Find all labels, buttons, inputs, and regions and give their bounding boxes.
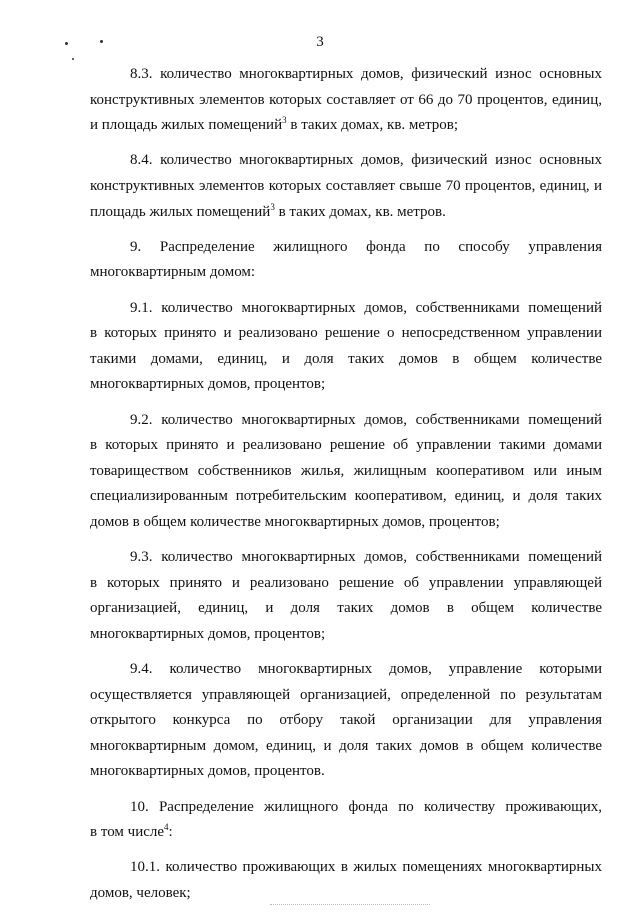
page-number: 3 bbox=[316, 34, 324, 50]
text-fragment: площадь жилых помещений bbox=[90, 203, 271, 220]
footnote-ref: 4 bbox=[164, 822, 169, 833]
text-fragment: в таких домах, кв. метров; bbox=[286, 117, 459, 134]
text-line: 8.4. количество многоквартирных домов, физический износ основных bbox=[130, 152, 602, 169]
text-line: многоквартирным домом: bbox=[90, 264, 256, 281]
text-line: товариществом собственников жилья, жилищным кооперативом или иным bbox=[90, 462, 602, 479]
text-line: 10. Распределение жилищного фонда по количеству проживающих, bbox=[130, 798, 602, 815]
paragraph-9-2 bbox=[90, 408, 602, 536]
paragraph-9-4 bbox=[90, 657, 602, 785]
text-line: многоквартирных домов, процентов; bbox=[90, 376, 326, 393]
text-line: 10.1. количество проживающих в жилых помещениях многоквартирных bbox=[130, 859, 602, 876]
paragraph-10-1 bbox=[90, 855, 602, 906]
footnote-ref: 3 bbox=[270, 201, 275, 212]
paragraph-9-1 bbox=[90, 296, 602, 398]
paragraph-9 bbox=[90, 235, 602, 286]
document-body bbox=[90, 62, 602, 916]
text-line: многоквартирных домов, процентов; bbox=[90, 625, 326, 642]
text-line: такими домами, единиц, и доля таких домов в общем количестве bbox=[90, 350, 602, 367]
text-line: в которых принято и реализовано решение о непосредственном управлении bbox=[90, 325, 602, 342]
text-line: 8.3. количество многоквартирных домов, физический износ основных bbox=[130, 66, 602, 82]
text-line: домов, человек; bbox=[90, 884, 191, 901]
paragraph-8-3 bbox=[90, 62, 602, 139]
text-line: многоквартирным домом, единиц, и доля таких домов в общем количестве bbox=[90, 737, 602, 754]
text-line: осуществляется управляющей организацией, определенной по результатам bbox=[90, 686, 602, 703]
text-line: 9.2. количество многоквартирных домов, собственниками помещений bbox=[130, 411, 602, 428]
text-line: 9.4. количество многоквартирных домов, управление которыми bbox=[130, 661, 602, 678]
text-line: домов в общем количестве многоквартирных домов, процентов; bbox=[90, 513, 500, 530]
text-line: открытого конкурса по отбору такой организации для управления bbox=[90, 712, 602, 729]
text-fragment: в том числе bbox=[90, 824, 165, 841]
scan-speck bbox=[72, 58, 74, 60]
paragraph-9-3 bbox=[90, 545, 602, 647]
text-line: организацией, единиц, и доля таких домов в общем количестве bbox=[90, 600, 602, 617]
text-line bbox=[90, 113, 602, 139]
paragraph-8-4 bbox=[90, 148, 602, 225]
footnote-ref: 3 bbox=[282, 115, 287, 126]
text-line: 9. Распределение жилищного фонда по способу управления bbox=[130, 238, 602, 255]
text-line: специализированным потребительским кооперативом, единиц, и доля таких bbox=[90, 488, 602, 505]
text-line: многоквартирных домов, процентов. bbox=[90, 763, 325, 780]
text-line: конструктивных элементов которых составляет свыше 70 процентов, единиц, и bbox=[90, 177, 602, 194]
text-fragment: в таких домах, кв. метров. bbox=[274, 203, 446, 220]
text-line: в которых принято и реализовано решение об управлении управляющей bbox=[90, 574, 602, 591]
text-line bbox=[90, 820, 602, 846]
text-line bbox=[90, 200, 602, 226]
text-fragment: : bbox=[168, 824, 173, 841]
text-line: 9.1. количество многоквартирных домов, собственниками помещений bbox=[130, 299, 602, 316]
text-line: в которых принято и реализовано решение об управлении такими домами bbox=[90, 437, 602, 454]
text-fragment: и площадь жилых помещений bbox=[90, 117, 283, 134]
text-line: 9.3. количество многоквартирных домов, собственниками помещений bbox=[130, 549, 602, 566]
text-line: конструктивных элементов которых составляет от 66 до 70 процентов, единиц, bbox=[90, 91, 602, 108]
paragraph-10 bbox=[90, 795, 602, 846]
